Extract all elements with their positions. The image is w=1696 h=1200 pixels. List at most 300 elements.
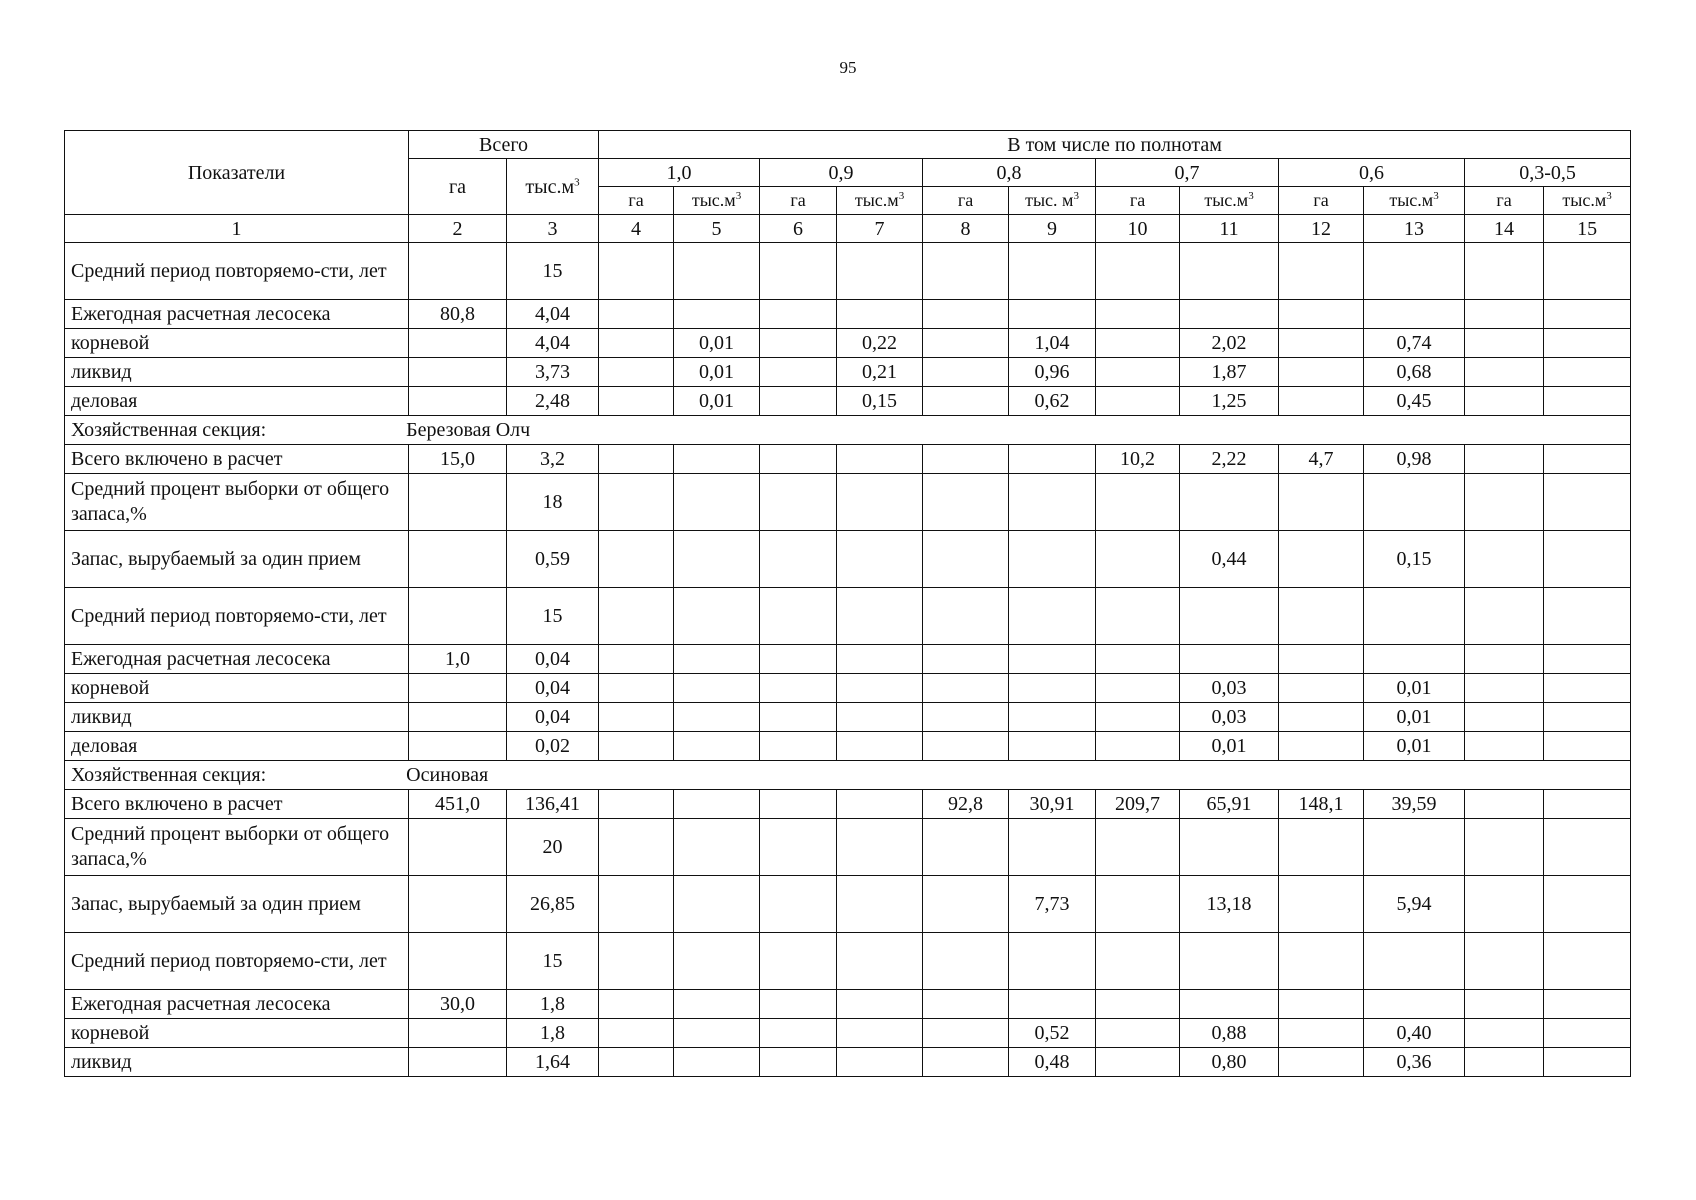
value-cell: 0,62 [1009, 387, 1096, 416]
value-cell [1544, 876, 1631, 933]
value-cell [1096, 1019, 1180, 1048]
value-cell [1096, 300, 1180, 329]
value-cell: 15 [507, 933, 599, 990]
value-cell [1465, 387, 1544, 416]
value-cell [760, 674, 837, 703]
value-cell [1009, 243, 1096, 300]
table-row [65, 531, 1631, 588]
value-cell [837, 1019, 923, 1048]
value-cell [1279, 933, 1364, 990]
value-cell [599, 876, 674, 933]
value-cell [837, 876, 923, 933]
value-cell [837, 790, 923, 819]
value-cell [599, 645, 674, 674]
value-cell [1544, 1019, 1631, 1048]
row-label: Средний период повторяемо-сти, лет [65, 588, 409, 645]
row-label: Средний период повторяемо-сти, лет [65, 933, 409, 990]
value-cell [1279, 732, 1364, 761]
row-label: Ежегодная расчетная лесосека [65, 645, 409, 674]
value-cell [674, 531, 760, 588]
value-cell [1180, 933, 1279, 990]
value-cell: 0,01 [1364, 732, 1465, 761]
section-cell [65, 416, 1631, 445]
value-cell [599, 819, 674, 876]
value-cell [674, 1019, 760, 1048]
value-cell [409, 876, 507, 933]
value-cell [1544, 387, 1631, 416]
header-density-0-3-0-5: 0,3-0,5 [1465, 159, 1631, 187]
value-cell [1544, 358, 1631, 387]
value-cell: 5,94 [1364, 876, 1465, 933]
table-row [65, 358, 1631, 387]
value-cell [1279, 1019, 1364, 1048]
value-cell: 3,2 [507, 445, 599, 474]
value-cell [599, 990, 674, 1019]
value-cell [1279, 703, 1364, 732]
value-cell [599, 588, 674, 645]
value-cell [409, 1019, 507, 1048]
table-row [65, 674, 1631, 703]
row-label: корневой [65, 674, 409, 703]
value-cell [837, 819, 923, 876]
value-cell [1009, 645, 1096, 674]
value-cell [837, 645, 923, 674]
value-cell: 0,04 [507, 703, 599, 732]
header-density-0-6: 0,6 [1279, 159, 1465, 187]
value-cell: 2,02 [1180, 329, 1279, 358]
value-cell [1096, 474, 1180, 531]
value-cell [923, 300, 1009, 329]
column-number: 9 [1009, 215, 1096, 243]
value-cell [1180, 300, 1279, 329]
value-cell [760, 531, 837, 588]
value-cell [1279, 588, 1364, 645]
value-cell [599, 703, 674, 732]
value-cell: 209,7 [1096, 790, 1180, 819]
value-cell [409, 588, 507, 645]
value-cell [1279, 387, 1364, 416]
row-label: Средний процент выборки от общего запаса,% [65, 819, 409, 876]
value-cell [599, 243, 674, 300]
column-number: 1 [65, 215, 409, 243]
value-cell [1180, 243, 1279, 300]
value-cell [674, 243, 760, 300]
header-volume: $тыс.м^3$ [837, 187, 923, 215]
value-cell [1096, 358, 1180, 387]
value-cell [1096, 645, 1180, 674]
column-number: 3 [507, 215, 599, 243]
value-cell [760, 732, 837, 761]
value-cell [1009, 732, 1096, 761]
value-cell [1465, 358, 1544, 387]
value-cell [1465, 645, 1544, 674]
row-label: Всего включено в расчет [65, 790, 409, 819]
value-cell [409, 933, 507, 990]
value-cell: 0,01 [1180, 732, 1279, 761]
header-density-0-7: 0,7 [1096, 159, 1279, 187]
column-number: 7 [837, 215, 923, 243]
value-cell [599, 474, 674, 531]
value-cell [1279, 300, 1364, 329]
value-cell [923, 1048, 1009, 1077]
table-row [65, 819, 1631, 876]
value-cell: 13,18 [1180, 876, 1279, 933]
value-cell [1465, 329, 1544, 358]
value-cell [1180, 645, 1279, 674]
value-cell [1096, 329, 1180, 358]
value-cell: 0,48 [1009, 1048, 1096, 1077]
value-cell [923, 732, 1009, 761]
value-cell: 0,68 [1364, 358, 1465, 387]
column-number: 15 [1544, 215, 1631, 243]
header-total: Всего [409, 131, 599, 159]
value-cell [923, 645, 1009, 674]
value-cell: 148,1 [1279, 790, 1364, 819]
value-cell: 1,87 [1180, 358, 1279, 387]
value-cell [674, 703, 760, 732]
value-cell [1465, 876, 1544, 933]
table-row [65, 645, 1631, 674]
value-cell: 1,25 [1180, 387, 1279, 416]
value-cell [1465, 445, 1544, 474]
value-cell: 39,59 [1364, 790, 1465, 819]
value-cell [1364, 819, 1465, 876]
value-cell [1009, 588, 1096, 645]
value-cell [923, 387, 1009, 416]
value-cell [409, 474, 507, 531]
value-cell [1180, 474, 1279, 531]
row-label: корневой [65, 329, 409, 358]
value-cell: 0,74 [1364, 329, 1465, 358]
value-cell [1279, 474, 1364, 531]
value-cell: 1,0 [409, 645, 507, 674]
value-cell [1465, 732, 1544, 761]
value-cell: 30,0 [409, 990, 507, 1019]
value-cell [1180, 819, 1279, 876]
value-cell: 10,2 [1096, 445, 1180, 474]
value-cell [1279, 819, 1364, 876]
value-cell [837, 474, 923, 531]
value-cell [599, 387, 674, 416]
value-cell [760, 358, 837, 387]
column-number: 14 [1465, 215, 1544, 243]
value-cell: 4,04 [507, 300, 599, 329]
value-cell [1279, 674, 1364, 703]
value-cell [1544, 990, 1631, 1019]
row-label: ликвид [65, 358, 409, 387]
row-label: Запас, вырубаемый за один прием [65, 876, 409, 933]
value-cell: 80,8 [409, 300, 507, 329]
value-cell [1096, 531, 1180, 588]
value-cell [1544, 933, 1631, 990]
page-number: 95 [839, 58, 857, 77]
value-cell [760, 300, 837, 329]
value-cell [599, 445, 674, 474]
value-cell [599, 329, 674, 358]
value-cell [1180, 990, 1279, 1019]
value-cell [1465, 674, 1544, 703]
table-body [65, 243, 1631, 1077]
value-cell: 15 [507, 243, 599, 300]
header-ha: га [1465, 187, 1544, 215]
header-by-density: В том числе по полнотам [599, 131, 1631, 159]
header-density-1-0: 1,0 [599, 159, 760, 187]
value-cell [599, 732, 674, 761]
value-cell [1544, 329, 1631, 358]
table-row [65, 933, 1631, 990]
value-cell [923, 1019, 1009, 1048]
row-label: деловая [65, 387, 409, 416]
table-row [65, 876, 1631, 933]
value-cell: 0,04 [507, 674, 599, 703]
value-cell [674, 790, 760, 819]
value-cell [837, 531, 923, 588]
header-indicators: Показатели [65, 131, 409, 215]
table-row [65, 243, 1631, 300]
value-cell [1096, 1048, 1180, 1077]
value-cell [674, 876, 760, 933]
value-cell [1096, 732, 1180, 761]
value-cell: 7,73 [1009, 876, 1096, 933]
value-cell [760, 329, 837, 358]
value-cell [1096, 674, 1180, 703]
value-cell [760, 387, 837, 416]
value-cell [1279, 1048, 1364, 1077]
value-cell [409, 1048, 507, 1077]
value-cell [923, 933, 1009, 990]
value-cell: 0,22 [837, 329, 923, 358]
value-cell [837, 703, 923, 732]
value-cell [760, 1019, 837, 1048]
value-cell: 2,48 [507, 387, 599, 416]
value-cell [760, 933, 837, 990]
header-ha: га [599, 187, 674, 215]
value-cell [1465, 819, 1544, 876]
value-cell [760, 474, 837, 531]
value-cell [409, 819, 507, 876]
value-cell [923, 703, 1009, 732]
value-cell [923, 531, 1009, 588]
value-cell [1096, 990, 1180, 1019]
value-cell [760, 876, 837, 933]
value-cell [409, 732, 507, 761]
value-cell: 2,22 [1180, 445, 1279, 474]
value-cell [1009, 990, 1096, 1019]
value-cell [923, 474, 1009, 531]
value-cell [1544, 674, 1631, 703]
value-cell [760, 703, 837, 732]
value-cell [1544, 531, 1631, 588]
value-cell [1279, 990, 1364, 1019]
value-cell: 0,44 [1180, 531, 1279, 588]
value-cell: 0,15 [1364, 531, 1465, 588]
row-label: корневой [65, 1019, 409, 1048]
value-cell [1544, 1048, 1631, 1077]
value-cell [409, 531, 507, 588]
value-cell: 0,01 [1364, 674, 1465, 703]
value-cell [674, 474, 760, 531]
row-label: Средний период повторяемо-сти, лет [65, 243, 409, 300]
value-cell [674, 588, 760, 645]
value-cell [1544, 732, 1631, 761]
value-cell [923, 990, 1009, 1019]
column-number: 5 [674, 215, 760, 243]
value-cell [1279, 876, 1364, 933]
value-cell: 0,40 [1364, 1019, 1465, 1048]
table-header [65, 131, 1631, 243]
table-row [65, 732, 1631, 761]
value-cell [760, 819, 837, 876]
value-cell: 0,80 [1180, 1048, 1279, 1077]
header-total-volume: $тыс.м^3$ [507, 159, 599, 215]
value-cell [674, 300, 760, 329]
value-cell [1544, 300, 1631, 329]
value-cell [599, 300, 674, 329]
value-cell [923, 588, 1009, 645]
value-cell: 0,98 [1364, 445, 1465, 474]
value-cell: 0,21 [837, 358, 923, 387]
value-cell: 1,8 [507, 1019, 599, 1048]
value-cell [1364, 588, 1465, 645]
value-cell [409, 387, 507, 416]
value-cell [1096, 876, 1180, 933]
value-cell [1009, 445, 1096, 474]
table-row [65, 387, 1631, 416]
table-row [65, 445, 1631, 474]
value-cell [599, 933, 674, 990]
header-ha: га [760, 187, 837, 215]
value-cell: 0,01 [1364, 703, 1465, 732]
value-cell [1465, 243, 1544, 300]
value-cell [837, 300, 923, 329]
value-cell [837, 674, 923, 703]
value-cell [1279, 531, 1364, 588]
value-cell: 1,8 [507, 990, 599, 1019]
value-cell [760, 645, 837, 674]
value-cell [1279, 329, 1364, 358]
value-cell [599, 1019, 674, 1048]
value-cell [1465, 531, 1544, 588]
value-cell: 65,91 [1180, 790, 1279, 819]
section-label: Хозяйственная секция: [71, 764, 267, 786]
value-cell [674, 645, 760, 674]
table-row [65, 474, 1631, 531]
value-cell [760, 588, 837, 645]
value-cell [1096, 243, 1180, 300]
value-cell: 0,02 [507, 732, 599, 761]
value-cell [1364, 300, 1465, 329]
value-cell [674, 933, 760, 990]
value-cell: 1,04 [1009, 329, 1096, 358]
value-cell [674, 732, 760, 761]
value-cell: 136,41 [507, 790, 599, 819]
header-density-0-9: 0,9 [760, 159, 923, 187]
value-cell [923, 445, 1009, 474]
row-label: Всего включено в расчет [65, 445, 409, 474]
section-name: Осиновая [406, 764, 489, 786]
value-cell [837, 243, 923, 300]
value-cell [760, 990, 837, 1019]
value-cell [1364, 990, 1465, 1019]
value-cell: 3,73 [507, 358, 599, 387]
value-cell [409, 329, 507, 358]
value-cell [760, 790, 837, 819]
value-cell [1364, 474, 1465, 531]
value-cell [674, 674, 760, 703]
header-volume: $тыс.м^3$ [1364, 187, 1465, 215]
value-cell [923, 243, 1009, 300]
value-cell: 15 [507, 588, 599, 645]
row-label: Запас, вырубаемый за один прием [65, 531, 409, 588]
value-cell [599, 1048, 674, 1077]
value-cell: 0,88 [1180, 1019, 1279, 1048]
table-row [65, 588, 1631, 645]
value-cell: 4,7 [1279, 445, 1364, 474]
header-volume: $тыс.м^3$ [1180, 187, 1279, 215]
value-cell [1544, 474, 1631, 531]
value-cell [1465, 790, 1544, 819]
value-cell: 0,03 [1180, 674, 1279, 703]
value-cell [599, 790, 674, 819]
value-cell: 0,36 [1364, 1048, 1465, 1077]
table-row [65, 1048, 1631, 1077]
section-row [65, 416, 1631, 445]
value-cell [1096, 387, 1180, 416]
value-cell [1009, 933, 1096, 990]
table-row [65, 329, 1631, 358]
column-number: 10 [1096, 215, 1180, 243]
section-cell [65, 761, 1631, 790]
value-cell [1465, 990, 1544, 1019]
value-cell [1279, 358, 1364, 387]
value-cell [1544, 243, 1631, 300]
value-cell [1009, 674, 1096, 703]
value-cell: 0,01 [674, 329, 760, 358]
row-label: ликвид [65, 703, 409, 732]
value-cell [837, 732, 923, 761]
value-cell: 0,59 [507, 531, 599, 588]
column-number: 13 [1364, 215, 1465, 243]
value-cell [674, 819, 760, 876]
value-cell [837, 990, 923, 1019]
value-cell: 451,0 [409, 790, 507, 819]
value-cell [1544, 703, 1631, 732]
value-cell [1096, 933, 1180, 990]
row-label: Ежегодная расчетная лесосека [65, 990, 409, 1019]
value-cell: 0,01 [674, 387, 760, 416]
column-number: 12 [1279, 215, 1364, 243]
value-cell: 26,85 [507, 876, 599, 933]
value-cell: 0,15 [837, 387, 923, 416]
value-cell: 0,01 [674, 358, 760, 387]
value-cell [409, 703, 507, 732]
header-ha: га [923, 187, 1009, 215]
value-cell [1180, 588, 1279, 645]
header-volume: тыс. $м^3$ [1009, 187, 1096, 215]
value-cell: 0,45 [1364, 387, 1465, 416]
row-label: ликвид [65, 1048, 409, 1077]
table-row [65, 1019, 1631, 1048]
value-cell [1465, 933, 1544, 990]
value-cell [599, 531, 674, 588]
value-cell [1096, 588, 1180, 645]
value-cell [923, 329, 1009, 358]
value-cell [409, 674, 507, 703]
section-name: Березовая Олч [406, 419, 531, 441]
column-number: 4 [599, 215, 674, 243]
value-cell [837, 1048, 923, 1077]
value-cell [923, 819, 1009, 876]
